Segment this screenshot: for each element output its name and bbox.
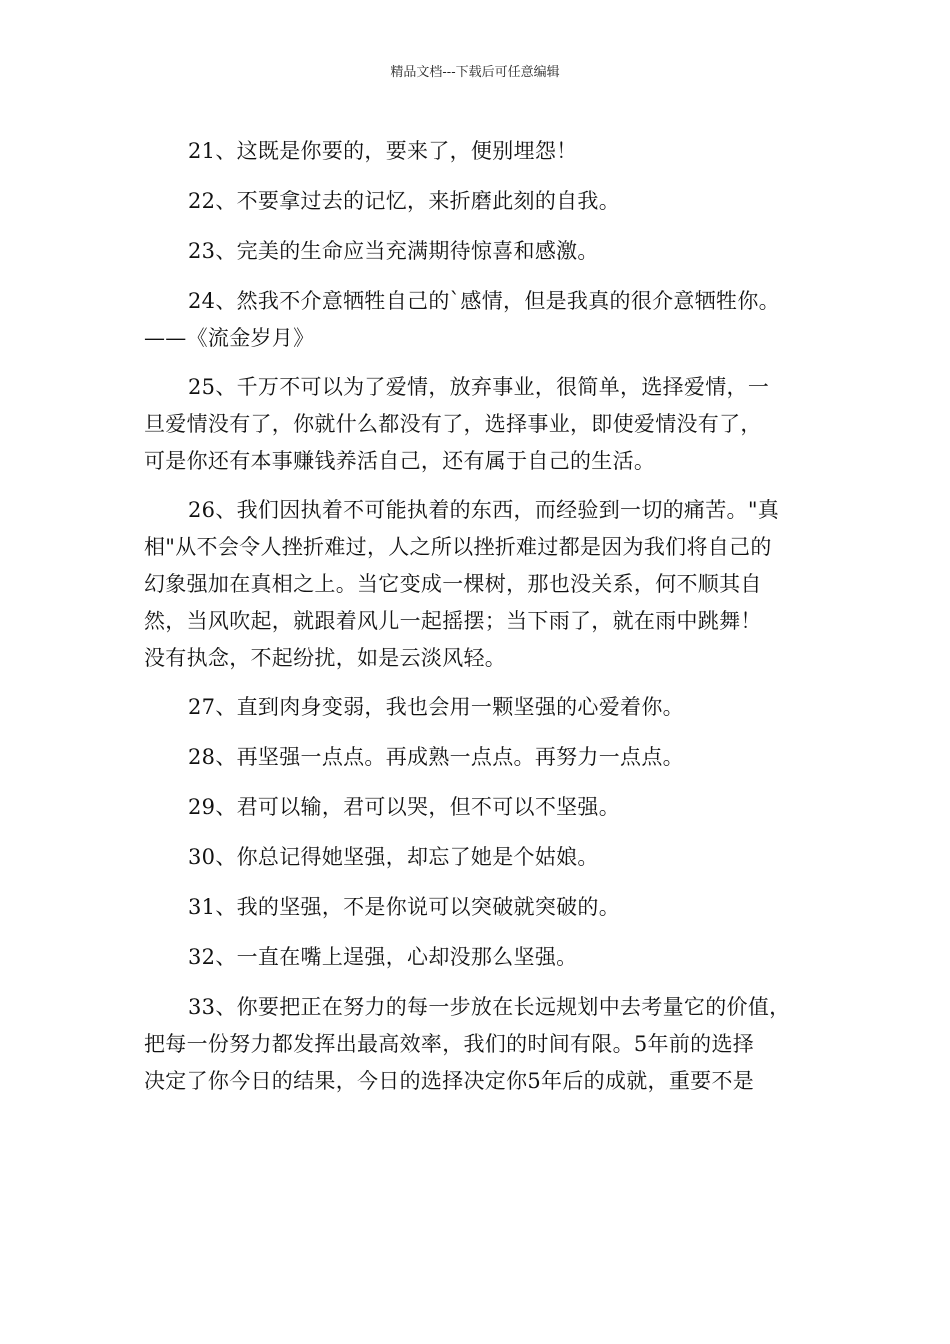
paragraph-line: 29、君可以输，君可以哭，但不可以不坚强。: [188, 795, 621, 819]
paragraph-line: 32、一直在嘴上逞强，心却没那么坚强。: [188, 945, 578, 969]
quote-paragraph-31: [144, 889, 808, 926]
paragraph-line: 23、完美的生命应当充满期待惊喜和感激。: [188, 239, 599, 263]
quote-paragraph-29: [144, 789, 808, 826]
paragraph-line: 可是你还有本事赚钱养活自己，还有属于自己的生活。: [144, 449, 656, 473]
paragraph-line: 27、直到肉身变弱，我也会用一颗坚强的心爱着你。: [188, 695, 684, 719]
quote-paragraph-33: [144, 989, 808, 1100]
paragraph-line: 24、然我不介意牺牲自己的`感情，但是我真的很介意牺牲你。: [188, 289, 780, 313]
paragraph-line: ——《流金岁月》: [144, 326, 315, 350]
quote-paragraph-25: [144, 369, 808, 480]
quote-paragraph-24: [144, 283, 808, 357]
page-header: 精品文档---下载后可任意编辑: [390, 65, 560, 80]
paragraph-line: 25、千万不可以为了爱情，放弃事业，很简单，选择爱情，一: [188, 375, 770, 399]
paragraph-line: 相"从不会令人挫折难过，人之所以挫折难过都是因为我们将自己的: [144, 535, 772, 559]
paragraph-line: 幻象强加在真相之上。当它变成一棵树，那也没关系，何不顺其自: [144, 572, 762, 596]
quote-paragraph-21: [144, 133, 808, 170]
quote-paragraph-27: [144, 689, 808, 726]
paragraph-line: 没有执念，不起纷扰，如是云淡风轻。: [144, 646, 507, 670]
paragraph-line: 30、你总记得她坚强，却忘了她是个姑娘。: [188, 845, 599, 869]
paragraph-line: 22、不要拿过去的记忆，来折磨此刻的自我。: [188, 189, 621, 213]
paragraph-line: 21、这既是你要的，要来了，便别埋怨！: [188, 139, 578, 163]
paragraph-line: 旦爱情没有了，你就什么都没有了，选择事业，即使爱情没有了，: [144, 412, 762, 436]
quote-paragraph-30: [144, 839, 808, 876]
quote-paragraph-22: [144, 183, 808, 220]
paragraph-line: 33、你要把正在努力的每一步放在长远规划中去考量它的价值，: [188, 995, 791, 1019]
quote-paragraph-28: [144, 739, 808, 776]
quote-paragraph-26: [144, 492, 808, 677]
paragraph-line: 31、我的坚强，不是你说可以突破就突破的。: [188, 895, 621, 919]
paragraph-line: 决定了你今日的结果，今日的选择决定你5年后的成就，重要不是: [144, 1069, 755, 1093]
paragraph-line: 然，当风吹起，就跟着风儿一起摇摆；当下雨了，就在雨中跳舞！: [144, 609, 762, 633]
paragraph-line: 把每一份努力都发挥出最高效率，我们的时间有限。5年前的选择: [144, 1032, 755, 1056]
quote-paragraph-23: [144, 233, 808, 270]
paragraph-line: 28、再坚强一点点。再成熟一点点。再努力一点点。: [188, 745, 684, 769]
quote-paragraph-32: [144, 939, 808, 976]
paragraph-line: 26、我们因执着不可能执着的东西，而经验到一切的痛苦。"真: [188, 498, 780, 522]
document-body: [144, 133, 808, 1112]
